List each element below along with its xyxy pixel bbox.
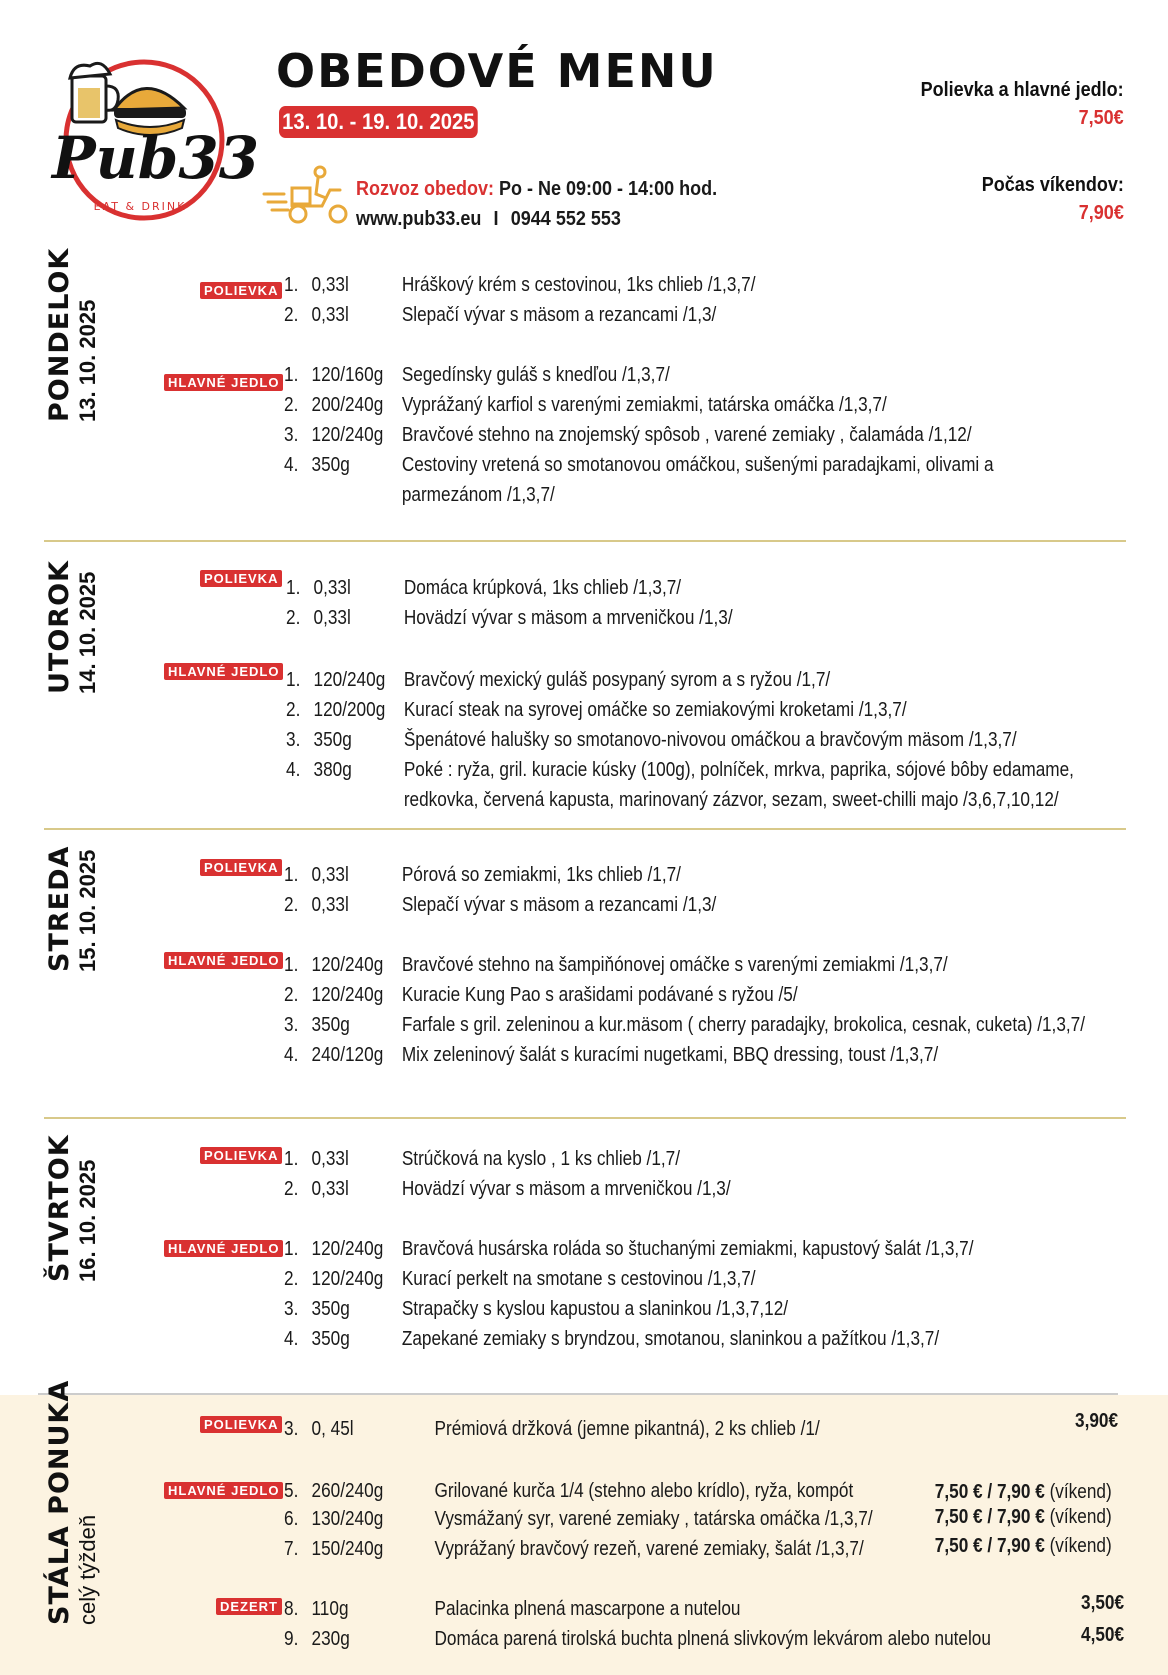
day-label-tuesday [44,560,101,694]
day-date: 16. 10. 2025 [75,1159,100,1282]
soup-tag: POLIEVKA [200,282,282,299]
day-date: 13. 10. 2025 [75,299,100,422]
price-weekday-label: Polievka a hlavné jedlo: [920,79,1124,101]
section-divider [38,1393,1118,1395]
menu-row: 2. 200/240g Vyprážaný karfiol s varenými zemiakmi, tatárska omáčka /1,3,7/ [284,394,887,416]
soup-tag: POLIEVKA [200,1147,282,1164]
delivery-info [356,175,717,203]
menu-row: 2. 120/240g Kuracie Kung Pao s arašidami podávané s ryžou /5/ [284,984,798,1006]
menu-row: 4. 240/120g Mix zeleninový šalát s kuracími nugetkami, BBQ dressing, toust /1,3,7/ [284,1044,939,1066]
soup-tag: POLIEVKA [200,570,282,587]
day-label-thursday [44,1134,101,1282]
menu-row: 1. 120/240g Bravčové stehno na šampiňónovej omáčke s varenými zemiakmi /1,3,7/ [284,954,948,976]
menu-row: 2. 120/240g Kurací perkelt na smotane s cestovinou /1,3,7/ [284,1268,756,1290]
contact-divider: I [493,208,499,230]
menu-row: 3. 0, 45l Prémiová držková (jemne pikantná), 2 ks chlieb /1/ [284,1418,820,1440]
menu-row: 9. 230g Domáca parená tirolská buchta plnená slivkovým lekvárom alebo nutelou [284,1628,991,1650]
item-price: 7,50 € / 7,90 € (víkend) [935,1481,1112,1503]
menu-row: 2. 120/200g Kurací steak na syrovej omáčke so zemiakovými kroketami /1,3,7/ [286,699,907,721]
website-link[interactable]: www.pub33.eu [356,208,482,230]
page-title: OBEDOVÉ MENU [276,44,718,98]
menu-row: 2. 0,33l Slepačí vývar s mäsom a rezancami /1,3/ [284,304,717,326]
main-tag: HLAVNÉ JEDLO [164,374,283,391]
day-name: STREDA [44,845,75,972]
delivery-scooter-icon [262,164,352,226]
menu-row: 3. 350g Farfale s gril. zeleninou a kur.mäsom ( cherry paradajky, brokolica, cesnak, cuketa) /1,3,7/ [284,1014,1086,1036]
day-date: 15. 10. 2025 [75,849,100,972]
main-tag: HLAVNÉ JEDLO [164,952,283,969]
day-label-permanent [44,1380,101,1625]
price-weekday [921,76,1124,132]
price-weekday-value: 7,50€ [1078,107,1124,129]
price-weekend-label: Počas víkendov: [981,174,1124,196]
menu-row: 1. 120/240g Bravčový mexický guláš posypaný syrom a s ryžou /1,7/ [286,669,831,691]
menu-row: 8. 110g Palacinka plnená mascarpone a nutelou [284,1598,741,1620]
menu-row: 3. 350g Strapačky s kyslou kapustou a slaninkou /1,3,7,12/ [284,1298,789,1320]
pub33-logo [44,48,260,226]
logo-text: Pub33 [52,124,260,192]
logo-subtext: EAT & DRINK [93,200,187,213]
menu-row: 4. 350g Zapekané zemiaky s bryndzou, smotanou, slaninkou a pažítkou /1,3,7/ [284,1328,940,1350]
menu-row-continuation: redkovka, červená kapusta, marinovaný zázvor, sezam, sweet-chilli majo /3,6,7,10,12/ [403,789,1059,811]
main-tag: HLAVNÉ JEDLO [164,663,283,680]
dessert-tag: DEZERT [216,1598,282,1615]
menu-row: 6. 130/240g Vysmážaný syr, varené zemiaky , tatárska omáčka /1,3,7/ [284,1508,873,1530]
menu-row-continuation: parmezánom /1,3,7/ [401,484,555,506]
day-label-wednesday [44,846,101,972]
menu-row: 5. 260/240g Grilované kurča 1/4 (stehno alebo krídlo), ryža, kompót [284,1480,854,1502]
menu-row: 3. 350g Špenátové halušky so smotanovo-nivovou omáčkou a bravčovým mäsom /1,3,7/ [286,729,1017,751]
section-divider [44,828,1126,830]
contact-info [356,205,621,233]
menu-row: 4. 350g Cestoviny vretená so smotanovou omáčkou, sušenými paradajkami, olivami a [284,454,994,476]
menu-row: 1. 120/240g Bravčová husárska roláda so štuchanými zemiakmi, kapustový šalát /1,3,7/ [284,1238,974,1260]
permanent-title: STÁLA PONUKA [44,1379,75,1625]
day-label-monday [44,248,101,422]
menu-row: 2. 0,33l Slepačí vývar s mäsom a rezancami /1,3/ [284,894,717,916]
price-weekend [982,171,1124,227]
menu-row: 2. 0,33l Hovädzí vývar s mäsom a mrveničkou /1,3/ [284,1178,731,1200]
main-tag: HLAVNÉ JEDLO [164,1240,283,1257]
delivery-label: Rozvoz obedov: [356,178,495,200]
day-name: UTOROK [44,560,75,694]
date-range-badge: 13. 10. - 19. 10. 2025 [279,106,478,138]
main-tag: HLAVNÉ JEDLO [164,1482,283,1499]
menu-row: 1. 0,33l Hráškový krém s cestovinou, 1ks chlieb /1,3,7/ [284,274,756,296]
soup-tag: POLIEVKA [200,859,282,876]
item-price: 3,50€ [1080,1592,1124,1614]
day-date: 14. 10. 2025 [75,571,100,694]
day-name: PONDELOK [44,247,75,422]
price-weekend-value: 7,90€ [1078,202,1124,224]
item-price: 4,50€ [1080,1624,1124,1646]
menu-row: 3. 120/240g Bravčové stehno na znojemský spôsob , varené zemiaky , čalamáda /1,12/ [284,424,972,446]
menu-row: 1. 0,33l Domáca krúpková, 1ks chlieb /1,3,7/ [286,577,682,599]
soup-tag: POLIEVKA [200,1416,282,1433]
item-price: 7,50 € / 7,90 € (víkend) [935,1535,1112,1557]
menu-row: 2. 0,33l Hovädzí vývar s mäsom a mrveničkou /1,3/ [286,607,733,629]
delivery-hours: Po - Ne 09:00 - 14:00 hod. [499,178,718,200]
permanent-subtitle: celý týždeň [75,1514,100,1625]
menu-row: 1. 0,33l Pórová so zemiakmi, 1ks chlieb /1,7/ [284,864,681,886]
menu-row: 4. 380g Poké : ryža, gril. kuracie kúsky (100g), polníček, mrkva, paprika, sójové bôby edamame, [286,759,1074,781]
item-price: 3,90€ [1074,1410,1118,1432]
section-divider [44,540,1126,542]
menu-row: 1. 120/160g Segedínsky guláš s knedľou /1,3,7/ [284,364,670,386]
menu-row: 1. 0,33l Strúčková na kyslo , 1 ks chlieb /1,7/ [284,1148,681,1170]
section-divider [44,1117,1126,1119]
phone-number[interactable]: 0944 552 553 [510,208,621,230]
day-name: ŠTVRTOK [44,1134,75,1282]
menu-row: 7. 150/240g Vyprážaný bravčový rezeň, varené zemiaky, šalát /1,3,7/ [284,1538,864,1560]
item-price: 7,50 € / 7,90 € (víkend) [935,1506,1112,1528]
